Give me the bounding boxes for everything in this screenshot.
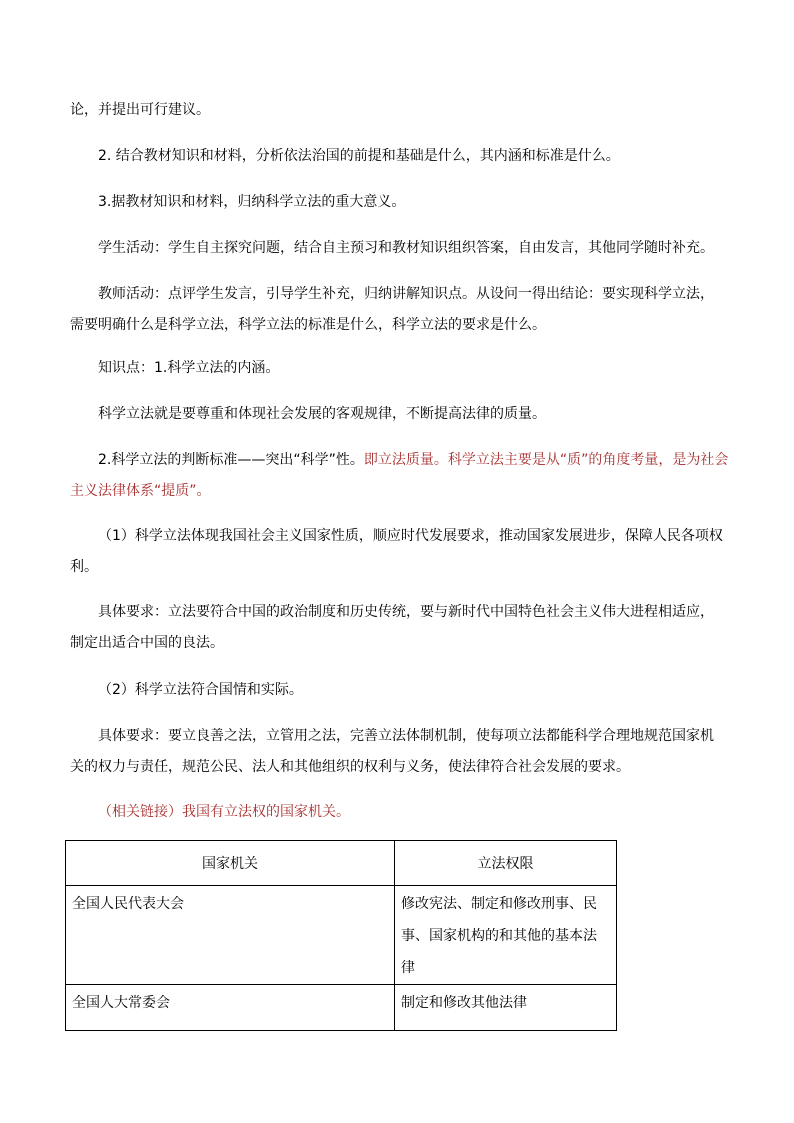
table-cell: 全国人民代表大会 xyxy=(66,886,395,985)
requirement-1-line-1: 具体要求：立法要符合中国的政治制度和历史传统，要与新时代中国特色社会主义伟大进程相适应， xyxy=(98,604,714,620)
table-header-row xyxy=(66,841,617,886)
student-activity: 学生活动：学生自主探究问题，结合自主预习和教材知识组织答案，自由发言，其他同学随时补充。 xyxy=(98,240,714,256)
scientific-legislation-definition: 科学立法就是要尊重和体现社会发展的客观规律，不断提高法律的质量。 xyxy=(98,406,546,422)
knowledge-point-1: 知识点：1.科学立法的内涵。 xyxy=(98,360,280,376)
legislative-authority-table xyxy=(65,840,617,1031)
point-1-line-1: （1）科学立法体现我国社会主义国家性质，顺应时代发展要求，推动国家发展进步，保障人民各项权 xyxy=(98,528,723,544)
judgment-standard xyxy=(70,448,730,503)
table-cell: 全国人大常委会 xyxy=(66,985,395,1031)
table-cell: 修改宪法、制定和修改刑事、民事、国家机构的和其他的基本法律 xyxy=(395,886,617,985)
point-1-line-2: 利。 xyxy=(70,559,98,575)
judgment-standard-emphasis-1: 即立法质量。科学立法主要是从“质”的角度考量，是为社会 xyxy=(363,452,729,468)
requirement-2 xyxy=(70,724,730,779)
teacher-activity-line-1: 教师活动：点评学生发言，引导学生补充，归纳讲解知识点。从设问一得出结论：要实现科学立法， xyxy=(98,286,714,302)
question-3: 3.据教材知识和材料，归纳科学立法的重大意义。 xyxy=(98,194,406,210)
teacher-activity-line-2: 需要明确什么是科学立法，科学立法的标准是什么，科学立法的要求是什么。 xyxy=(70,317,546,333)
point-1 xyxy=(70,524,730,579)
requirement-1 xyxy=(70,600,730,655)
point-2: （2）科学立法符合国情和实际。 xyxy=(98,682,303,698)
table-cell: 制定和修改其他法律 xyxy=(395,985,617,1031)
table-header-cell: 立法权限 xyxy=(395,841,617,886)
judgment-standard-emphasis-2: 主义法律体系“提质”。 xyxy=(70,483,211,499)
table-header-cell: 国家机关 xyxy=(66,841,395,886)
question-2: 2. 结合教材知识和材料，分析依法治国的前提和基础是什么，其内涵和标准是什么。 xyxy=(98,148,620,164)
requirement-1-line-2: 制定出适合中国的良法。 xyxy=(70,635,224,651)
paragraph-continuation: 论，并提出可行建议。 xyxy=(70,102,210,118)
judgment-standard-title: 2.科学立法的判断标准——突出“科学”性。 xyxy=(98,452,364,468)
requirement-2-line-2: 关的权力与责任，规范公民、法人和其他组织的权利与义务，使法律符合社会发展的要求。 xyxy=(70,759,630,775)
table-row xyxy=(66,985,617,1031)
related-link: （相关链接）我国有立法权的国家机关。 xyxy=(98,804,350,820)
requirement-2-line-1: 具体要求：要立良善之法，立管用之法，完善立法体制机制，使每项立法都能科学合理地规范国家机 xyxy=(98,728,714,744)
table-row xyxy=(66,886,617,985)
teacher-activity xyxy=(70,282,730,337)
